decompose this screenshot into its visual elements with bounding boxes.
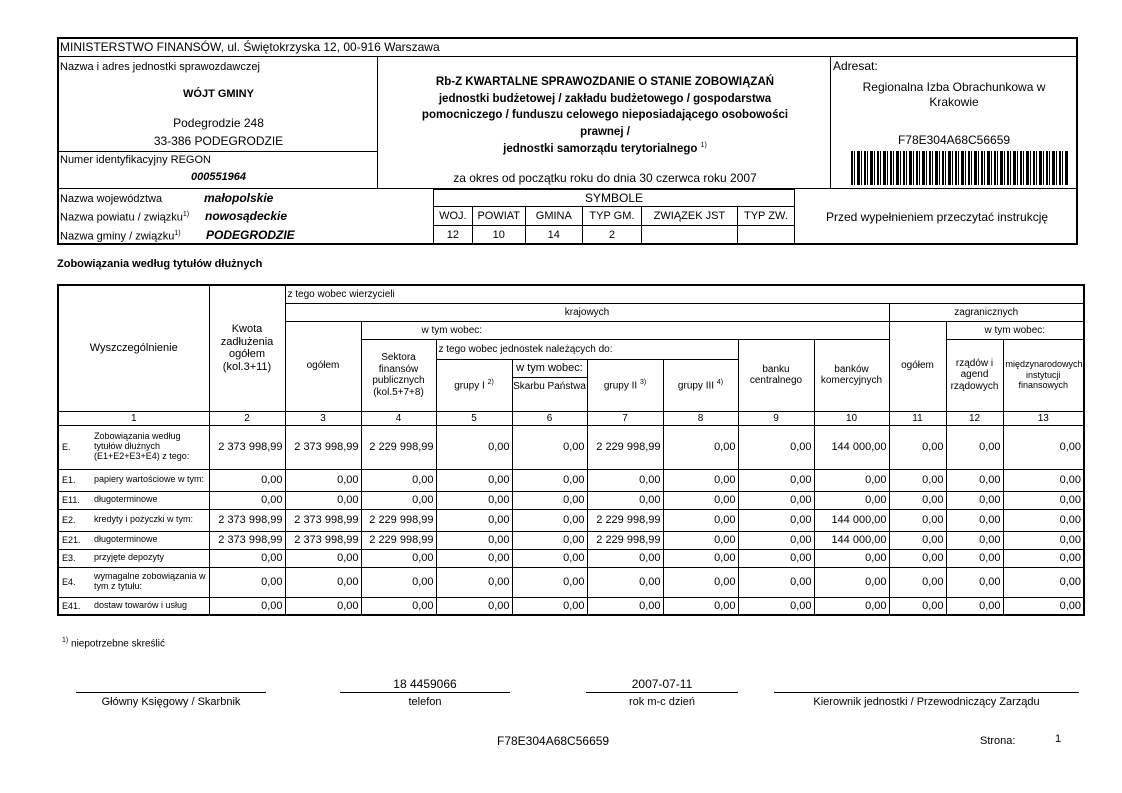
row-value: 0,00 [889, 531, 946, 549]
commune-value: PODEGRODZIE [206, 228, 295, 242]
header-foreign: zagranicznych [889, 303, 1084, 321]
title-line5: jednostki samorządu terytorialnego $^{1)}$ [503, 141, 707, 155]
header-domestic-total: ogółem [285, 321, 361, 411]
row-value: 0,00 [1003, 531, 1084, 549]
title-line1: Rb-Z KWARTALNE SPRAWOZDANIE O STANIE ZOBOWIĄZAŃ [435, 76, 775, 88]
commune-label: Nazwa gminy / związku$^{1)}$ [60, 230, 181, 243]
row-value: 0,00 [738, 597, 814, 615]
row-value: 0,00 [663, 597, 738, 615]
column-number: 4 [361, 411, 436, 425]
county-label: Nazwa powiatu / związku$^{1)}$ [60, 211, 190, 224]
symbol-value: 14 [525, 225, 582, 244]
signature-line-phone [340, 692, 510, 693]
row-value: 0,00 [946, 531, 1003, 549]
addressee-line2: Krakowie [929, 95, 979, 109]
row-value: 0,00 [285, 549, 361, 567]
column-number: 3 [285, 411, 361, 425]
symbol-header: ZWIĄZEK JST [641, 207, 737, 225]
row-value: 144 000,00 [814, 509, 889, 531]
document-code: F78E304A68C56659 [897, 133, 1011, 147]
report-title [380, 74, 830, 157]
row-value: 2 229 998,99 [587, 509, 663, 531]
row-value: 0,00 [946, 597, 1003, 615]
row-value: 0,00 [1003, 549, 1084, 567]
row-value: 0,00 [946, 509, 1003, 531]
row-value: 0,00 [512, 509, 587, 531]
row-value: 0,00 [1003, 425, 1084, 469]
symbol-value: 12 [434, 225, 473, 244]
column-number: 9 [738, 411, 814, 425]
row-value: 2 229 998,99 [361, 531, 436, 549]
header-including-treasury: w tym wobec: [513, 360, 587, 378]
table-row [58, 597, 1084, 615]
row-label: przyjęte depozyty [94, 552, 165, 563]
row-value: 0,00 [587, 491, 663, 509]
row-value: 0,00 [946, 425, 1003, 469]
phone-value: 18 4459066 [393, 677, 457, 691]
column-number: 10 [814, 411, 889, 425]
row-value: 0,00 [361, 469, 436, 491]
row-value: 0,00 [285, 597, 361, 615]
column-number: 1 [58, 411, 209, 425]
table-row [58, 549, 1084, 567]
unit-label: Nazwa i adres jednostki sprawozdawczej [60, 61, 260, 73]
header-description: Wyszczególnienie [58, 285, 209, 411]
row-value: 0,00 [889, 509, 946, 531]
row-value: 2 229 998,99 [361, 509, 436, 531]
row-value: 0,00 [436, 469, 512, 491]
liabilities-table [57, 284, 1085, 616]
row-value: 0,00 [361, 567, 436, 597]
row-value: 0,00 [512, 491, 587, 509]
row-description [58, 425, 209, 469]
row-code: E1. [62, 475, 76, 485]
row-value: 0,00 [889, 549, 946, 567]
header-including: w tym wobec: [361, 321, 889, 339]
title-line3: pomocniczego / funduszu celowego nieposiadającego osobowości [421, 109, 789, 122]
row-value: 0,00 [587, 567, 663, 597]
row-value: 0,00 [436, 549, 512, 567]
unit-address-line2: 33-386 PODEGRODZIE [153, 134, 284, 148]
row-value: 144 000,00 [814, 531, 889, 549]
row-value: 0,00 [209, 597, 285, 615]
row-value: 0,00 [587, 597, 663, 615]
header-treasury: Skarbu Państwa [513, 380, 586, 392]
column-number: 2 [209, 411, 285, 425]
column-number: 8 [663, 411, 738, 425]
row-code: E4. [62, 577, 76, 587]
row-value: 0,00 [814, 567, 889, 597]
row-value: 0,00 [814, 469, 889, 491]
row-value: 2 229 998,99 [361, 425, 436, 469]
row-value: 0,00 [209, 469, 285, 491]
table-row [58, 531, 1084, 549]
footnote-marker: 1) [700, 141, 707, 149]
row-value: 0,00 [814, 491, 889, 509]
row-value: 2 373 998,99 [209, 425, 285, 469]
column-number: 6 [512, 411, 587, 425]
row-value: 2 373 998,99 [209, 509, 285, 531]
header-units-groups: z tego wobec jednostek należących do: [436, 339, 738, 359]
row-value: 0,00 [663, 469, 738, 491]
row-value: 2 373 998,99 [209, 531, 285, 549]
addressee-line1: Regionalna Izba Obrachunkowa w [862, 80, 1046, 94]
header-commercial-banks: banków komercyjnych [814, 339, 889, 411]
row-label: kredyty i pożyczki w tym: [94, 514, 194, 525]
row-value: 0,00 [663, 549, 738, 567]
row-value: 0,00 [889, 597, 946, 615]
row-value: 0,00 [436, 425, 512, 469]
unit-name: WÓJT GMINY [183, 88, 254, 100]
row-description [58, 549, 209, 567]
row-value: 0,00 [512, 469, 587, 491]
row-value: 0,00 [738, 425, 814, 469]
signature-line-date [586, 692, 738, 693]
row-value: 0,00 [285, 491, 361, 509]
header-including-foreign: w tym wobec: [946, 321, 1084, 339]
regon-value: 000551964 [190, 171, 247, 183]
row-description [58, 567, 209, 597]
table-row [58, 567, 1084, 597]
row-value: 0,00 [1003, 597, 1084, 615]
row-value: 0,00 [209, 491, 285, 509]
regon-label: Numer identyfikacyjny REGON [60, 154, 211, 166]
symbols-title: SYMBOLE [434, 190, 795, 207]
column-number: 5 [436, 411, 512, 425]
symbol-value [641, 225, 737, 244]
row-value: 0,00 [285, 469, 361, 491]
row-value: 2 373 998,99 [285, 509, 361, 531]
header-creditors: z tego wobec wierzycieli [285, 285, 1084, 303]
phone-label: telefon [408, 696, 442, 708]
symbol-header: TYP GM. [582, 207, 641, 225]
row-value: 0,00 [946, 469, 1003, 491]
row-value: 0,00 [361, 597, 436, 615]
row-value: 0,00 [814, 549, 889, 567]
header-public-finance: Sektora finansów publicznych (kol.5+7+8) [361, 339, 436, 411]
row-code: E21. [62, 535, 81, 545]
unit-address-line1: Podegrodzie 248 [173, 116, 264, 130]
row-value: 0,00 [889, 567, 946, 597]
row-value: 0,00 [738, 531, 814, 549]
row-value: 2 373 998,99 [285, 425, 361, 469]
signature-line-chief [76, 692, 266, 693]
row-value: 0,00 [663, 491, 738, 509]
row-value: 0,00 [1003, 509, 1084, 531]
symbol-header: POWIAT [472, 207, 525, 225]
row-value: 0,00 [587, 469, 663, 491]
symbol-value: 2 [582, 225, 641, 244]
row-value: 0,00 [889, 469, 946, 491]
header-total-debt: Kwota zadłużenia ogółem (kol.3+11) [209, 285, 285, 411]
row-value: 0,00 [814, 597, 889, 615]
row-value: 0,00 [209, 567, 285, 597]
row-description [58, 509, 209, 531]
county-value: nowosądeckie [205, 209, 288, 223]
row-value: 0,00 [738, 567, 814, 597]
row-label: dostaw towarów i usług [94, 599, 188, 610]
header-international-institutions: międzynarodowych instytucji finansowych [1003, 339, 1084, 411]
row-value: 0,00 [436, 509, 512, 531]
divider [57, 56, 1078, 57]
footer-code: F78E304A68C56659 [497, 734, 610, 748]
table-row [58, 491, 1084, 509]
row-value: 0,00 [663, 425, 738, 469]
row-value: 0,00 [738, 469, 814, 491]
row-value: 0,00 [1003, 469, 1084, 491]
voivodeship-label: Nazwa województwa [60, 193, 163, 205]
page-label: Strona: [980, 735, 1016, 747]
header-state-treasury [512, 359, 587, 411]
symbol-value: 10 [472, 225, 525, 244]
row-value: 2 229 998,99 [587, 531, 663, 549]
row-label: Zobowiązania według tytułów dłużnych (E1+E2+E3+E4) z tego: [94, 431, 190, 461]
title-line2: jednostki budżetowej / zakładu budżetowego / gospodarstwa [438, 92, 772, 105]
row-value: 0,00 [512, 531, 587, 549]
section-title: Zobowiązania według tytułów dłużnych [57, 258, 263, 270]
row-code: E3. [62, 553, 76, 563]
row-value: 0,00 [512, 597, 587, 615]
header-group-3: grupy III $^{4)}$ [663, 359, 738, 411]
divider [830, 56, 831, 189]
row-value: 0,00 [436, 597, 512, 615]
row-label: wymagalne zobowiązania w tym z tytułu: [94, 571, 206, 591]
row-value: 0,00 [361, 549, 436, 567]
title-line4: prawnej / [580, 126, 630, 139]
symbols-table [433, 189, 795, 245]
row-code: E11. [62, 495, 80, 505]
row-value: 0,00 [889, 425, 946, 469]
header-central-bank: banku centralnego [738, 339, 814, 411]
row-code: E. [62, 441, 71, 452]
row-value: 0,00 [738, 491, 814, 509]
row-value: 0,00 [946, 491, 1003, 509]
symbol-header: GMINA [525, 207, 582, 225]
row-label: długoterminowe [94, 494, 158, 505]
row-code: E2. [62, 515, 76, 525]
row-value: 2 229 998,99 [587, 425, 663, 469]
row-value: 0,00 [1003, 567, 1084, 597]
row-code: E41. [62, 600, 81, 611]
row-value: 0,00 [663, 531, 738, 549]
header-foreign-total: ogółem [889, 321, 946, 411]
row-value: 0,00 [889, 491, 946, 509]
row-value: 0,00 [436, 567, 512, 597]
row-label: długoterminowe [94, 534, 158, 545]
header-group-1: grupy I $^{2)}$ [436, 359, 512, 411]
column-number: 11 [889, 411, 946, 425]
row-value: 0,00 [512, 549, 587, 567]
instruction-note: Przed wypełnieniem przeczytać instrukcję [825, 210, 1049, 224]
page-number: 1 [1055, 733, 1062, 745]
row-value: 0,00 [361, 491, 436, 509]
row-value: 0,00 [587, 549, 663, 567]
addressee-label: Adresat: [833, 59, 878, 73]
column-number: 12 [946, 411, 1003, 425]
row-value: 0,00 [209, 549, 285, 567]
row-value: 144 000,00 [814, 425, 889, 469]
date-value: 2007-07-11 [631, 677, 693, 691]
row-description [58, 469, 209, 491]
table-row [58, 469, 1084, 491]
row-description [58, 491, 209, 509]
footnote: $^{1)}$ niepotrzebne skreślić [62, 637, 165, 650]
row-value: 0,00 [946, 549, 1003, 567]
header-group-2: grupy II $^{3)}$ [587, 359, 663, 411]
table-row [58, 509, 1084, 531]
signature-line-head [774, 692, 1079, 693]
row-value: 0,00 [512, 425, 587, 469]
chief-accountant-label: Główny Księgowy / Skarbnik [101, 696, 241, 708]
row-value: 0,00 [512, 567, 587, 597]
barcode [851, 151, 1069, 185]
row-value: 0,00 [436, 491, 512, 509]
ministry-address: MINISTERSTWO FINANSÓW, ul. Świętokrzyska 12, 00-916 Warszawa [60, 40, 440, 54]
row-label: papiery wartościowe w tym: [94, 474, 205, 485]
header-domestic: krajowych [285, 303, 889, 321]
row-value: 0,00 [663, 509, 738, 531]
row-value: 0,00 [946, 567, 1003, 597]
row-value: 0,00 [663, 567, 738, 597]
column-number: 7 [587, 411, 663, 425]
column-number: 13 [1003, 411, 1084, 425]
row-value: 2 373 998,99 [285, 531, 361, 549]
divider [377, 56, 378, 189]
data-rows [58, 425, 1084, 615]
symbol-header: WOJ. [434, 207, 473, 225]
divider [57, 151, 378, 152]
row-value: 0,00 [436, 531, 512, 549]
symbol-header: TYP ZW. [737, 207, 794, 225]
table-row [58, 425, 1084, 469]
row-value: 0,00 [285, 567, 361, 597]
header-governments: rządów i agend rządowych [946, 339, 1003, 411]
column-numbers-row [58, 411, 1084, 425]
voivodeship-value: małopolskie [204, 191, 274, 205]
report-period: za okres od początku roku do dnia 30 czerwca roku 2007 [453, 171, 757, 185]
row-value: 0,00 [738, 549, 814, 567]
row-description [58, 531, 209, 549]
row-value: 0,00 [738, 509, 814, 531]
row-value: 0,00 [1003, 491, 1084, 509]
head-of-unit-label: Kierownik jednostki / Przewodniczący Zarządu [813, 696, 1040, 708]
row-description [58, 597, 209, 615]
date-label: rok m-c dzień [628, 696, 696, 708]
symbol-value [737, 225, 794, 244]
